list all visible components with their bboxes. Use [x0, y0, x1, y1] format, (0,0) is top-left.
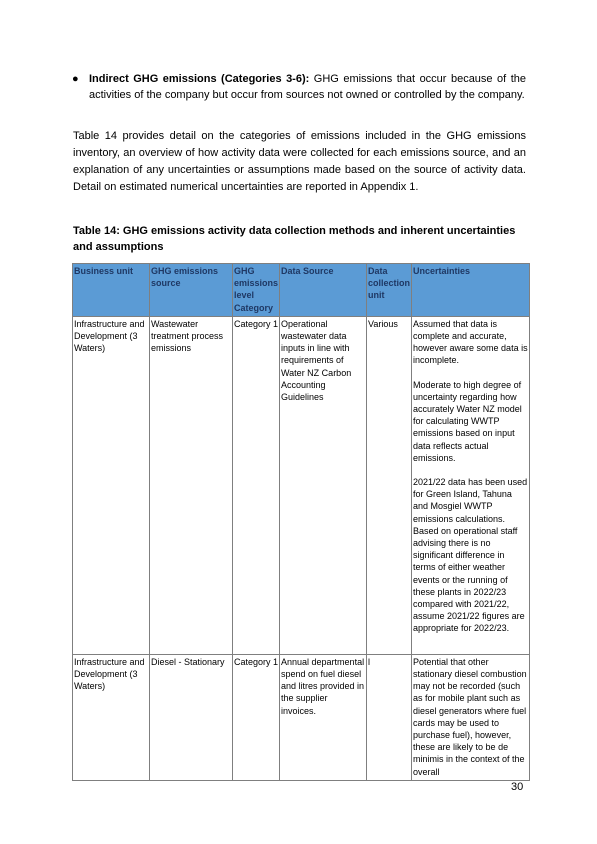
bullet-item — [72, 71, 526, 103]
cell-uncertainties — [412, 654, 530, 780]
cell-collection-unit: Various — [367, 316, 412, 654]
table-row — [73, 654, 530, 780]
uncertainty-note: Assumed that data is complete and accurate, however aware some data is incomplete. — [413, 318, 528, 366]
cell-category: Category 1 — [233, 316, 280, 654]
cell-data-source: Operational wastewater data inputs in line with requirements of Water NZ Carbon Accounting Guidelines — [280, 316, 367, 654]
table-caption: Table 14: GHG emissions activity data collection methods and inherent uncertainties and assumptions — [73, 225, 516, 253]
cell-uncertainties — [412, 316, 530, 654]
header-ghg-source: GHG emissions source — [150, 264, 233, 317]
header-data-source: Data Source — [280, 264, 367, 317]
cell-ghg-source: Wastewater treatment process emissions — [150, 316, 233, 654]
table-row — [73, 316, 530, 654]
cell-category: Category 1 — [233, 654, 280, 780]
header-category: GHG emissions level Category — [233, 264, 280, 317]
page-number: 30 — [511, 781, 524, 793]
ghg-table — [72, 263, 530, 781]
table-header-row — [73, 264, 530, 317]
header-uncertainties: Uncertainties — [412, 264, 530, 317]
intro-paragraph: Table 14 provides detail on the categories of emissions included in the GHG emissions inventory, an overview of how activity data were collected for each emissions source, and an explanation of any uncertainties or assumptions made based on the source of activity data. Detail on estimated numerical uncertainties are reported in Appendix 1. — [73, 130, 526, 193]
cell-business-unit: Infrastructure and Development (3 Waters) — [73, 654, 150, 780]
bullet-text: GHG emissions that occur because of the activities of the company but occur from sources not owned or controlled by the company. — [89, 73, 526, 101]
cell-business-unit: Infrastructure and Development (3 Waters) — [73, 316, 150, 654]
header-collection-unit: Data collection unit — [367, 264, 412, 317]
uncertainty-note: 2021/22 data has been used for Green Island, Tahuna and Mosgiel WWTP emissions calculations. Based on operational staff advising there is no significant difference in terms of either weather events or the running of these plants in 2022/23 compared with 2021/22, assume 2021/22 figures are appropriate for 2022/23. — [413, 477, 528, 634]
bullet-icon: ● — [72, 73, 79, 85]
bullet-title: Indirect GHG emissions (Categories 3-6): — [89, 73, 310, 85]
uncertainty-note: Potential that other stationary diesel combustion may not be recorded (such as for mobile plant such as diesel generators where fuel cards may be used to purchase fuel), however, these are likely to be de minimis in the context of the overall — [413, 656, 527, 777]
cell-ghg-source: Diesel - Stationary — [150, 654, 233, 780]
header-business-unit: Business unit — [73, 264, 150, 317]
cell-collection-unit: l — [367, 654, 412, 780]
uncertainty-note: Moderate to high degree of uncertainty regarding how accurately Water NZ model for calculating WWTP emissions based on input data reflects actual emissions. — [413, 379, 522, 463]
cell-data-source: Annual departmental spend on fuel diesel and litres provided in the supplier invoices. — [280, 654, 367, 780]
